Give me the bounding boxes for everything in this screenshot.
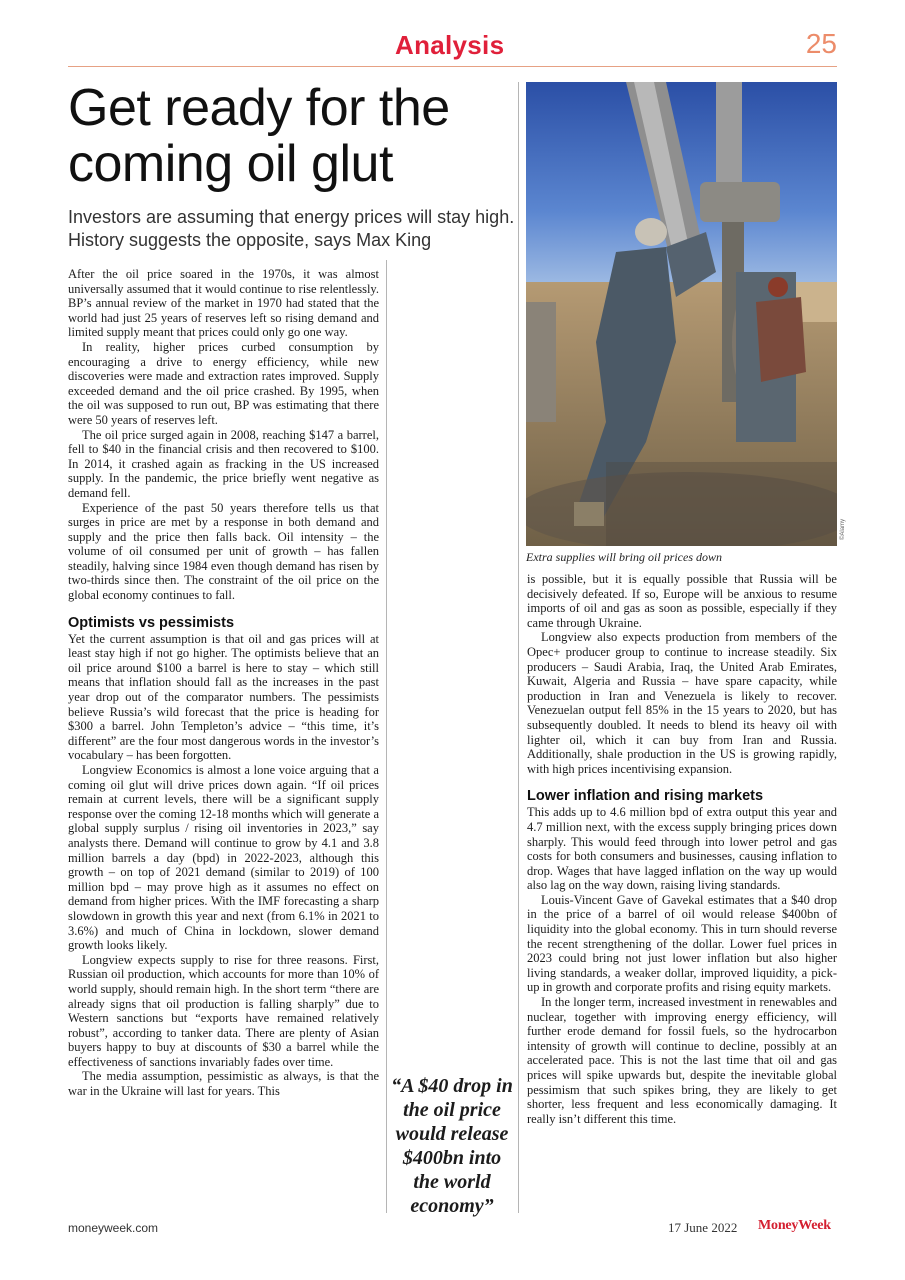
subheading-optimists: Optimists vs pessimists — [68, 614, 235, 631]
photo-credit: ©Alamy — [840, 518, 846, 540]
article-standfirst: Investors are assuming that energy prices will stay high. History suggests the opposite, says Max King — [68, 207, 515, 250]
body-paragraph: This adds up to 4.6 million bpd of extra output this year and 4.7 million next, with the excess supply bringing prices down sharply. This would feed through into lower petrol and gas costs for both consumers and businesses, causing inflation to drop. Wages that have lagged inflation on the way up would also lag on the way down, raising living standards. — [527, 805, 837, 893]
article-headline: Get ready for the coming oil glut — [68, 79, 450, 193]
column-divider-2 — [518, 82, 519, 1213]
footer-date: 17 June 2022 — [668, 1220, 738, 1235]
body-paragraph: In the longer term, increased investment in renewables and nuclear, together with improving energy efficiency, will further erode demand for fossil fuels, so the hydrocarbon intensity of growth will continue to decline, possibly at an accelerated pace. This is not the last time that oil and gas prices will spike upwards but, despite the inevitable global pessimism that such spikes bring, they are likely to get shorter, less frequent and less economically damaging. It really isn’t different this time. — [527, 995, 837, 1126]
page-number: 25 — [805, 28, 837, 59]
section-title: Analysis — [395, 30, 505, 60]
column-divider-1 — [386, 260, 387, 1213]
body-paragraph: In reality, higher prices curbed consumption by encouraging a drive to energy efficiency, while new discoveries were made and extraction rates improved. Supply exceeded demand and the oil price crashed. By 1995, when the oil was supposed to run out, BP was estimating that there were 50 years of reserves left. — [68, 339, 379, 427]
body-paragraph: After the oil price soared in the 1970s, it was almost universally assumed that it would continue to rise relentlessly. BP’s annual review of the market in 1970 had stated that the world had just 25 years of reserves left so rising demand and limited supply meant that prices could only go one way. — [68, 267, 379, 340]
footer-website: moneyweek.com — [68, 1221, 159, 1235]
body-paragraph: The media assumption, pessimistic as always, is that the war in the Ukraine will last for years. This — [68, 1069, 379, 1099]
body-paragraph: is possible, but it is equally possible that Russia will be decisively defeated. If so, Europe will be anxious to resume imports of oil and gas as soon as possible, especially if they came through Ukraine. — [527, 572, 837, 630]
moneyweek-logo: MoneyWeek — [758, 1218, 831, 1233]
body-paragraph: Longview also expects production from members of the Opec+ producer group to continue to increase steadily. Six producers – Saudi Arabia, Iraq, the United Arab Emirates, Kuwait, Algeria and Russia – have spare capacity, while production in Iran and Venezuela is likely to recover. Venezuelan output fell 85% in the 15 years to 2020, but has subsequently doubled. It needs to blend its heavy oil with lighter oil, which it can buy from Iran and Russia. Additionally, shale production in the US is growing rapidly, with high prices incentivising expansion. — [527, 630, 837, 776]
body-paragraph: Yet the current assumption is that oil and gas prices will at least stay high if not go higher. The optimists believe that an oil price around $100 a barrel is here to stay – which still means that inflation should fall as the increases in the past year drop out of the comparator numbers. The pessimists believe Russia’s wild forecast that the price is heading for $300 a barrel. John Templeton’s advice – “this time, it’s different” are the four most dangerous words in the investor’s vocabulary – has been forgotten. — [68, 631, 379, 763]
body-paragraph: Longview expects supply to rise for three reasons. First, Russian oil production, which accounts for more than 10% of world supply, should remain high. In the short term “there are already signs that oil production is falling sharply” due to Western sanctions but “exports have remained relatively robust”, according to tanker data. There are plenty of Asian buyers happy to buy at discounts of $30 a barrel while the effectiveness of sanctions invariably fades over time. — [68, 952, 379, 1069]
body-paragraph: Experience of the past 50 years therefore tells us that surges in price are met by a response in both demand and supply and the price then falls back. Oil intensity – the volume of oil consumed per unit of growth – has fallen steadily, halving since 1984 even though demand has risen by two-thirds since then. The constraint of the oil price on the global economy continues to fall. — [68, 500, 379, 603]
photo-caption: Extra supplies will bring oil prices down — [526, 550, 723, 564]
subheading-lower-inflation: Lower inflation and rising markets — [527, 788, 764, 805]
pull-quote: “A $40 drop in the oil price would release $400bn into the world economy” — [391, 1075, 513, 1217]
oil-rig-photo — [526, 82, 837, 546]
article-column-2 — [527, 572, 837, 1126]
article-column-1 — [68, 267, 379, 1099]
body-paragraph: Longview Economics is almost a lone voice arguing that a coming oil glut will drive prices down again. “If oil prices remain at current levels, there will be a significant supply response over the coming 12-18 months which will generate a global supply surplus / rising oil inventories in 2023,” say analysts there. Demand will continue to grow by 4.1 and 3.8 million barrels a day (bpd) in 2022-2023, although this growth – on top of 2021 demand (similar to 2019) of 100 million bpd – may prove high as it assumes no effect on demand from higher prices. With the IMF forecasting a sharp slowdown in growth this year and next (from 6.1% in 2021 to 3.6%) and much of China in lockdown, slower demand growth looks likely. — [68, 763, 379, 953]
body-paragraph: The oil price surged again in 2008, reaching $147 a barrel, fell to $40 in the financial crisis and then recovered to $100. In 2014, it crashed again as fracking in the US increased supply. In the pandemic, the price briefly went negative as demand fell. — [68, 427, 379, 500]
header-divider — [68, 66, 837, 67]
body-paragraph: Louis-Vincent Gave of Gavekal estimates that a $40 drop in the price of a barrel of oil would release $400bn of liquidity into the global economy. This in turn should reverse the recent strengthening of the dollar. Lower fuel prices in 2023 could bring not just lower inflation but also higher living standards, a weaker dollar, improved liquidity, a pick-up in growth and corporate profits and rising equity markets. — [527, 892, 837, 995]
